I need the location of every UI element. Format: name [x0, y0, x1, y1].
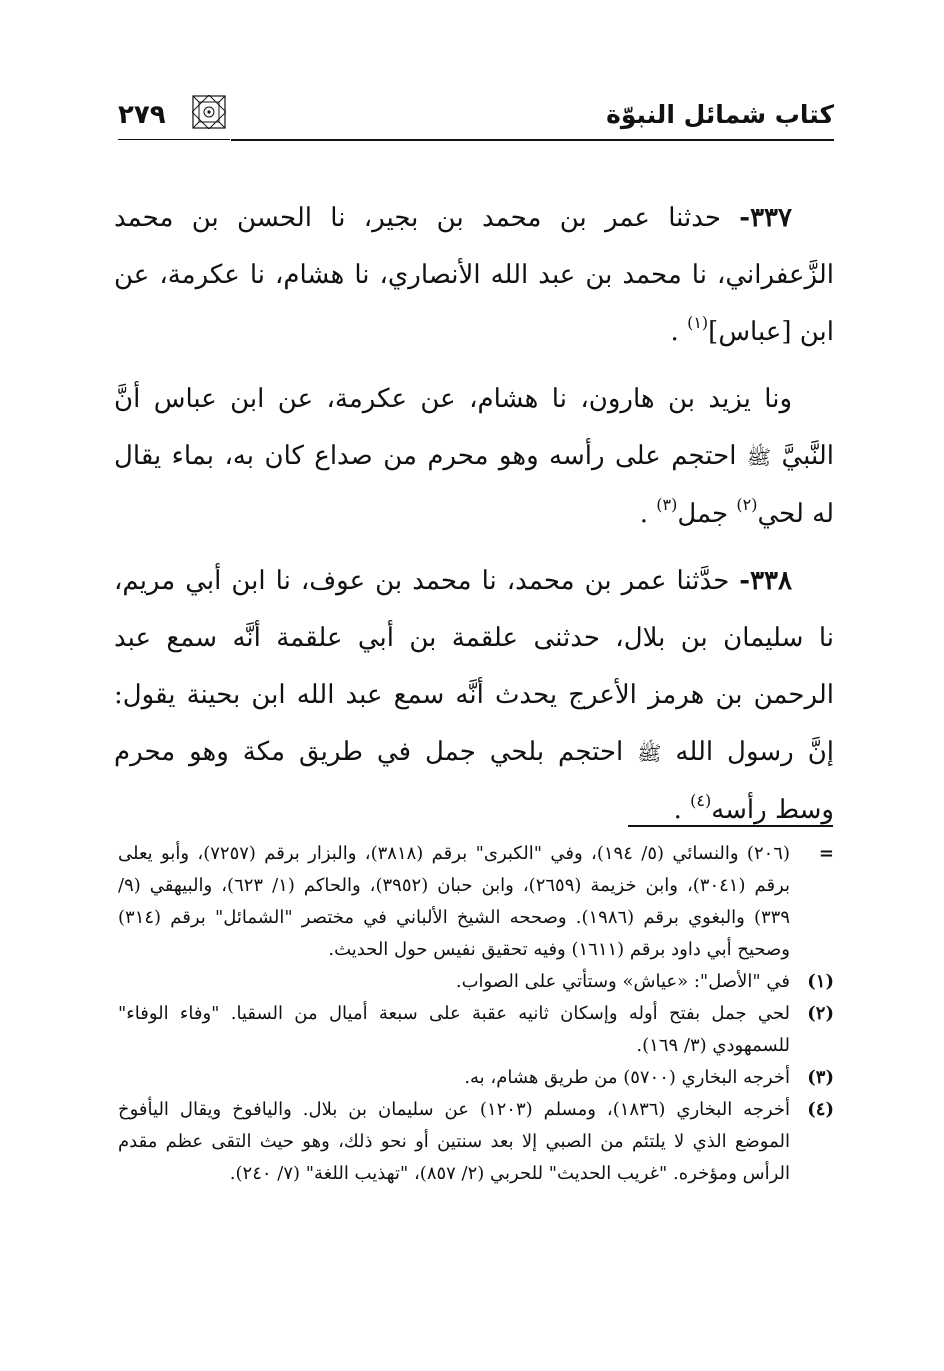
sentence-end: .: [670, 317, 688, 347]
footnote-3: [118, 1062, 834, 1094]
arabesque-star-icon: [192, 95, 226, 129]
footnote-number: (٣): [807, 1067, 834, 1088]
running-header: [118, 88, 834, 148]
page-number: ٢٧٩: [118, 100, 166, 130]
hadith-text: حدَّثنا عمر بن محمد، نا محمد بن عوف، نا ابن أبي مريم، نا سليمان بن بلال، حدثنى علقمة بن أبي علقمة أنَّه سمع عبد الرحمن بن هرمز الأعرج يحدث أنَّه سمع عبد الله ابن بحينة يقول: إنَّ رسول الله: [114, 566, 835, 767]
hadith-text: ونا يزيد بن هارون، نا هشام، عن عكرمة، عن ابن عباس أنَّ النَّبيَّ: [114, 384, 835, 471]
salutation-glyph: ﷺ: [746, 445, 772, 469]
footnote-ref-3[interactable]: (٣): [656, 495, 678, 514]
header-rule: [231, 139, 834, 141]
footnote-ref-1[interactable]: (١): [687, 313, 709, 332]
hadith-text: جمل: [677, 499, 737, 529]
footnotes: [118, 838, 834, 1190]
salutation-glyph: ﷺ: [637, 741, 662, 765]
page-number-rule: [118, 139, 230, 140]
footnote-ref-2[interactable]: (٢): [736, 495, 758, 514]
hadith-text: احتجم بلحي جمل في طريق مكة وهو محرم وسط رأسه: [114, 737, 834, 825]
footnote-number: =: [818, 843, 834, 864]
footnote-text: في "الأصل": «عياش» وستأتي على الصواب.: [455, 971, 790, 992]
footnote-separator: [628, 825, 833, 827]
footnote-text: لحي جمل بفتح أوله وإسكان ثانيه عقبة على سبعة أميال من السقيا. "وفاء الوفاء" للسمهودي (٣/ ١٦٩).: [118, 1003, 790, 1056]
hadith-337-second-chain: [114, 371, 834, 543]
footnote-1: [118, 966, 834, 998]
footnote-text: (٢٠٦) والنسائي (٥/ ١٩٤)، وفي "الكبرى" برقم (٣٨١٨)، والبزار برقم (٧٢٥٧)، وأبو يعلى برقم (٣٠٤١)، وابن خزيمة (٢٦٥٩)، وابن حبان (٣٩٥٢)، والحاكم (١/ ٦٢٣)، والبيهقي (٩/ ٣٣٩) والبغوي برقم (١٩٨٦). وصححه الشيخ الألباني في مختصر "الشمائل" برقم (٣١٤) وصحيح أبي داود برقم (١٦١١) وفيه تحقيق نفيس حول الحديث.: [118, 843, 791, 960]
hadith-text: حدثنا عمر بن محمد بن بجير، نا الحسن بن محمد الزَّعفراني، نا محمد بن عبد الله الأنصاري، نا هشام، نا عكرمة، عن ابن [عباس]: [114, 203, 834, 347]
footnote-2: [118, 998, 834, 1062]
footnote-continuation: [118, 838, 834, 966]
book-title: كتاب شمائل النبوّة: [606, 100, 834, 129]
hadith-338: [114, 553, 834, 839]
footnote-text: أخرجه البخاري (٥٧٠٠) من طريق هشام، به.: [464, 1067, 790, 1088]
footnote-text: أخرجه البخاري (١٨٣٦)، ومسلم (١٢٠٣) عن سليمان بن بلال. واليافوخ ويقال اليأفوخ الموضع الذي لا يلتئم من الصبي إلا بعد سنتين أو نحو ذلك، وهو حيث التقى عظم مقدم الرأس ومؤخره. "غريب الحديث" للحربي (٢/ ٨٥٧)، "تهذيب اللغة" (٧/ ٢٤٠).: [118, 1099, 790, 1184]
footnote-number: (٢): [807, 1003, 834, 1024]
hadith-337: [114, 190, 834, 361]
main-text: [114, 190, 834, 849]
hadith-text: احتجم على رأسه وهو محرم من صداع كان به، بماء يقال له لحي: [114, 441, 834, 529]
footnote-4: [118, 1094, 834, 1190]
footnote-number: (١): [807, 971, 834, 992]
sentence-end: .: [639, 499, 657, 529]
footnote-ref-4[interactable]: (٤): [690, 791, 712, 810]
hadith-number: ٣٣٨-: [739, 566, 792, 596]
sentence-end: .: [673, 795, 691, 825]
hadith-number: ٣٣٧-: [739, 203, 792, 233]
footnote-number: (٤): [807, 1099, 834, 1120]
